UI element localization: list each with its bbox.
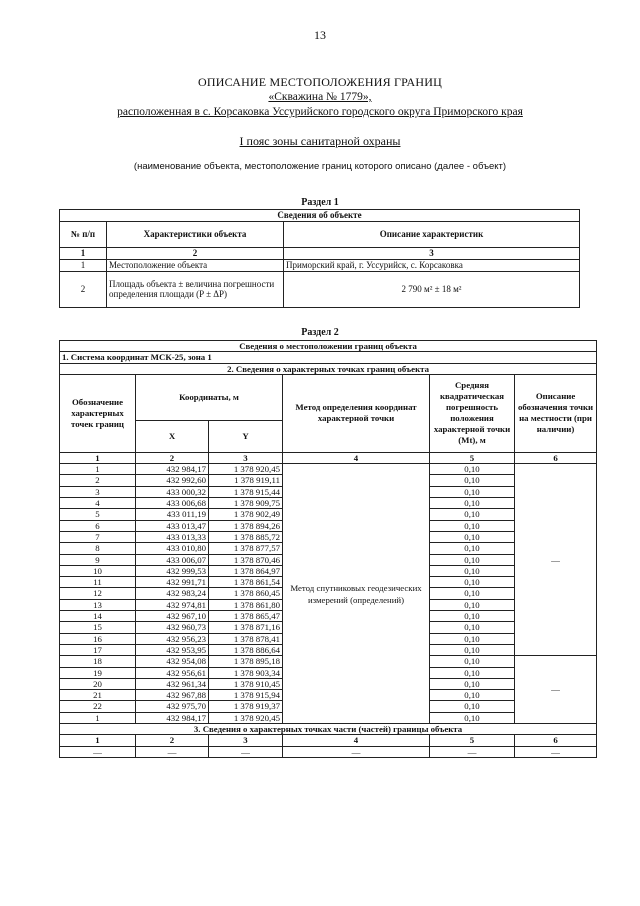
point-y: 1 378 910,45 — [209, 678, 283, 689]
point-x: 432 974,81 — [136, 599, 209, 610]
col-header-method: Метод определения координат характерной точки — [283, 374, 430, 452]
point-number: 11 — [60, 577, 136, 588]
point-number: 12 — [60, 588, 136, 599]
col-index: 1 — [60, 452, 136, 463]
col-index: 2 — [136, 452, 209, 463]
table-title: Сведения об объекте — [60, 210, 580, 222]
subsection-2-title: 2. Сведения о характерных точках границ объекта — [60, 363, 597, 374]
point-mt: 0,10 — [430, 498, 515, 509]
point-number: 6 — [60, 520, 136, 531]
empty-cell: — — [60, 746, 136, 757]
col-index: 5 — [430, 735, 515, 746]
point-y: 1 378 870,46 — [209, 554, 283, 565]
point-x: 433 013,47 — [136, 520, 209, 531]
point-y: 1 378 903,34 — [209, 667, 283, 678]
point-x: 433 010,80 — [136, 543, 209, 554]
point-x: 432 984,17 — [136, 464, 209, 475]
empty-cell: — — [430, 746, 515, 757]
point-mt: 0,10 — [430, 633, 515, 644]
point-mt: 0,10 — [430, 509, 515, 520]
col-index: 2 — [136, 735, 209, 746]
col-header-coordinates: Координаты, м — [136, 374, 283, 420]
point-y: 1 378 877,57 — [209, 543, 283, 554]
empty-cell: — — [209, 746, 283, 757]
point-mt: 0,10 — [430, 475, 515, 486]
zone-title: I пояс зоны санитарной охраны — [239, 134, 401, 148]
empty-cell: — — [515, 746, 597, 757]
point-y: 1 378 915,94 — [209, 690, 283, 701]
point-mt: 0,10 — [430, 622, 515, 633]
col-index: 6 — [515, 452, 597, 463]
col-header-y: Y — [209, 420, 283, 452]
point-x: 432 967,10 — [136, 611, 209, 622]
point-y: 1 378 886,64 — [209, 644, 283, 655]
col-index: 1 — [60, 248, 107, 260]
point-y: 1 378 865,47 — [209, 611, 283, 622]
point-number: 4 — [60, 498, 136, 509]
point-x: 432 991,71 — [136, 577, 209, 588]
point-mt: 0,10 — [430, 577, 515, 588]
point-number: 15 — [60, 622, 136, 633]
point-x: 432 953,95 — [136, 644, 209, 655]
point-mt: 0,10 — [430, 701, 515, 712]
table-title: Сведения о местоположении границ объекта — [60, 341, 597, 352]
point-y: 1 378 895,18 — [209, 656, 283, 667]
point-mt: 0,10 — [430, 588, 515, 599]
point-x: 433 000,32 — [136, 486, 209, 497]
point-number: 16 — [60, 633, 136, 644]
point-y: 1 378 861,80 — [209, 599, 283, 610]
point-y: 1 378 885,72 — [209, 531, 283, 542]
point-mt: 0,10 — [430, 464, 515, 475]
empty-cell: — — [283, 746, 430, 757]
point-x: 432 992,60 — [136, 475, 209, 486]
point-y: 1 378 920,45 — [209, 464, 283, 475]
col-index: 3 — [209, 452, 283, 463]
object-location: расположенная в с. Корсаковка Уссурийского городского округа Приморского края — [117, 106, 523, 118]
boundary-points-table — [59, 340, 597, 758]
point-number: 10 — [60, 565, 136, 576]
point-mt: 0,10 — [430, 644, 515, 655]
point-mt: 0,10 — [430, 712, 515, 723]
col-index: 4 — [283, 735, 430, 746]
table-row — [60, 271, 580, 307]
point-y: 1 378 864,97 — [209, 565, 283, 576]
point-mt: 0,10 — [430, 486, 515, 497]
point-mt: 0,10 — [430, 611, 515, 622]
object-info-table — [59, 209, 580, 308]
point-description: — — [515, 464, 597, 656]
point-number: 14 — [60, 611, 136, 622]
point-x: 432 983,24 — [136, 588, 209, 599]
point-number: 5 — [60, 509, 136, 520]
col-index: 2 — [107, 248, 284, 260]
empty-cell: — — [136, 746, 209, 757]
point-number: 22 — [60, 701, 136, 712]
point-number: 2 — [60, 475, 136, 486]
table-row — [60, 259, 580, 271]
page-number: 13 — [314, 28, 326, 42]
table-row — [60, 746, 597, 757]
point-mt: 0,10 — [430, 599, 515, 610]
document-title: ОПИСАНИЕ МЕСТОПОЛОЖЕНИЯ ГРАНИЦ — [198, 75, 442, 89]
point-x: 432 961,34 — [136, 678, 209, 689]
point-x: 433 006,07 — [136, 554, 209, 565]
col-index: 6 — [515, 735, 597, 746]
point-description: — — [515, 656, 597, 724]
col-header-point-description: Описание обозначения точки на местности (при наличии) — [515, 374, 597, 452]
point-x: 432 956,23 — [136, 633, 209, 644]
point-y: 1 378 909,75 — [209, 498, 283, 509]
point-mt: 0,10 — [430, 678, 515, 689]
point-y: 1 378 861,54 — [209, 577, 283, 588]
row-description: Приморский край, г. Уссурийск, с. Корсаковка — [284, 259, 580, 271]
point-mt: 0,10 — [430, 656, 515, 667]
point-number: 13 — [60, 599, 136, 610]
point-x: 432 954,08 — [136, 656, 209, 667]
point-y: 1 378 920,45 — [209, 712, 283, 723]
section2-title: Раздел 2 — [301, 327, 339, 338]
point-number: 1 — [60, 464, 136, 475]
point-number: 17 — [60, 644, 136, 655]
point-y: 1 378 919,11 — [209, 475, 283, 486]
point-mt: 0,10 — [430, 667, 515, 678]
subsection-3-title: 3. Сведения о характерных точках части (частей) границы объекта — [60, 724, 597, 735]
col-index: 3 — [209, 735, 283, 746]
row-description: 2 790 м² ± 18 м² — [284, 271, 580, 307]
point-y: 1 378 871,16 — [209, 622, 283, 633]
coordinate-system: 1. Система координат МСК-25, зона 1 — [60, 352, 597, 363]
point-mt: 0,10 — [430, 520, 515, 531]
point-x: 432 967,88 — [136, 690, 209, 701]
col-index: 1 — [60, 735, 136, 746]
col-header-designation: Обозначение характерных точек границ — [60, 374, 136, 452]
point-mt: 0,10 — [430, 543, 515, 554]
col-header-number: № п/п — [60, 222, 107, 248]
point-mt: 0,10 — [430, 531, 515, 542]
method-cell: Метод спутниковых геодезических измерений (определений) — [283, 464, 430, 724]
point-y: 1 378 902,49 — [209, 509, 283, 520]
section1-title: Раздел 1 — [301, 197, 339, 208]
object-note: (наименование объекта, местоположение границ которого описано (далее - объект) — [133, 161, 507, 172]
point-mt: 0,10 — [430, 690, 515, 701]
point-x: 433 011,19 — [136, 509, 209, 520]
col-header-characteristics: Характеристики объекта — [107, 222, 284, 248]
point-number: 9 — [60, 554, 136, 565]
point-y: 1 378 915,44 — [209, 486, 283, 497]
point-y: 1 378 919,37 — [209, 701, 283, 712]
col-index: 3 — [284, 248, 580, 260]
row-number: 1 — [60, 259, 107, 271]
point-number: 20 — [60, 678, 136, 689]
point-mt: 0,10 — [430, 565, 515, 576]
col-header-x: X — [136, 420, 209, 452]
point-x: 432 999,53 — [136, 565, 209, 576]
point-number: 7 — [60, 531, 136, 542]
point-number: 19 — [60, 667, 136, 678]
col-index: 5 — [430, 452, 515, 463]
row-characteristic: Площадь объекта ± величина погрешности определения площади (P ± ΔP) — [107, 271, 284, 307]
point-y: 1 378 878,41 — [209, 633, 283, 644]
table-row — [60, 464, 597, 475]
point-number: 3 — [60, 486, 136, 497]
point-x: 432 956,61 — [136, 667, 209, 678]
point-x: 432 984,17 — [136, 712, 209, 723]
point-number: 18 — [60, 656, 136, 667]
point-x: 433 013,33 — [136, 531, 209, 542]
point-x: 432 960,73 — [136, 622, 209, 633]
point-number: 1 — [60, 712, 136, 723]
object-name: «Скважина № 1779», — [268, 91, 372, 103]
row-characteristic: Местоположение объекта — [107, 259, 284, 271]
point-mt: 0,10 — [430, 554, 515, 565]
row-number: 2 — [60, 271, 107, 307]
col-header-description: Описание характеристик — [284, 222, 580, 248]
point-y: 1 378 860,45 — [209, 588, 283, 599]
point-x: 432 975,70 — [136, 701, 209, 712]
point-y: 1 378 894,26 — [209, 520, 283, 531]
point-x: 433 006,68 — [136, 498, 209, 509]
point-number: 21 — [60, 690, 136, 701]
point-number: 8 — [60, 543, 136, 554]
col-header-mt: Средняя квадратическая погрешность положения характерной точки (Mt), м — [430, 374, 515, 452]
col-index: 4 — [283, 452, 430, 463]
